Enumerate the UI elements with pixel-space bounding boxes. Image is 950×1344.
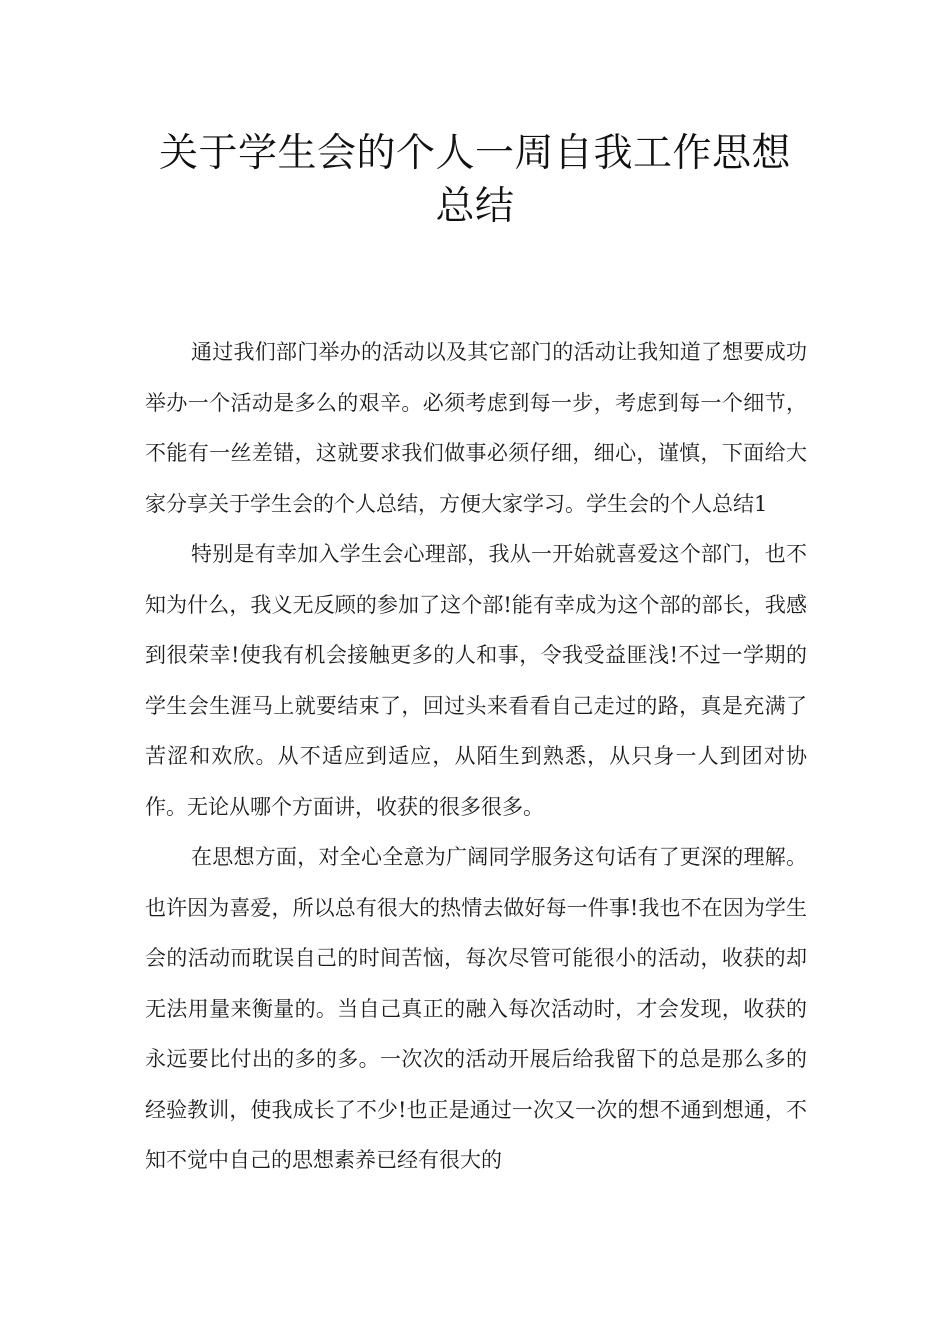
body-paragraph-3: 在思想方面，对全心全意为广阔同学服务这句话有了更深的理解。也许因为喜爱，所以总有很大的热情去做好每一件事!我也不在因为学生会的活动而耽误自己的时间苦恼，每次尽管可能很小的活动，收获的却无法用量来衡量的。当自己真正的融入每次活动时，才会发现，收获的永远要比付出的多的多。一次次的活动开展后给我留下的总是那么多的经验教训，使我成长了不少!也正是通过一次又一次的想不通到想通，不知不觉中自己的思想素养已经有很大的 bbox=[145, 845, 807, 1172]
body-paragraph-2: 特别是有幸加入学生会心理部，我从一开始就喜爱这个部门，也不知为什么，我义无反顾的参加了这个部!能有幸成为这个部的部长，我感到很荣幸!使我有机会接触更多的人和事，令我受益匪浅!不过一学期的学生会生涯马上就要结束了，回过头来看看自己走过的路，真是充满了苦涩和欢欣。从不适应到适应，从陌生到熟悉，从只身一人到团对协作。无论从哪个方面讲，收获的很多很多。 bbox=[145, 542, 807, 819]
body-paragraph-1: 通过我们部门举办的活动以及其它部门的活动让我知道了想要成功举办一个活动是多么的艰辛。必须考虑到每一步，考虑到每一个细节，不能有一丝差错，这就要求我们做事必须仔细，细心，谨慎，下面给大家分享关于学生会的个人总结，方便大家学习。学生会的个人总结1 bbox=[145, 340, 807, 516]
document-title: 关于学生会的个人一周自我工作思想总结 bbox=[158, 131, 791, 229]
document-body bbox=[145, 327, 807, 1186]
